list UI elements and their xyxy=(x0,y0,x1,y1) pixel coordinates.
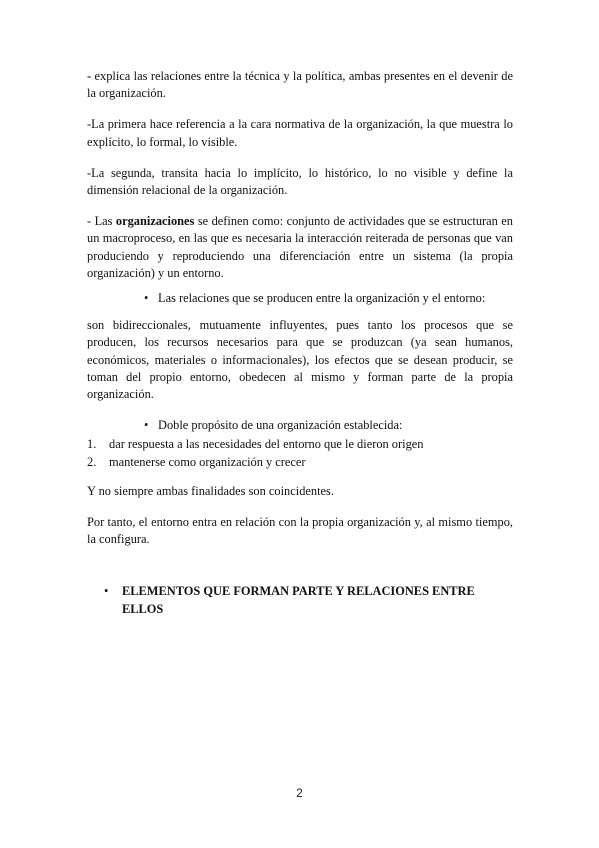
list-item xyxy=(87,454,513,471)
bullet-relations xyxy=(87,290,513,307)
bullet-icon: • xyxy=(144,291,149,306)
numbered-list xyxy=(87,436,513,470)
paragraph-technique-politics xyxy=(87,68,513,102)
paragraph-organizations-definition xyxy=(87,213,513,282)
paragraph-not-coincident: Y no siempre ambas finalidades son coincidentes. xyxy=(87,483,334,498)
paragraph-text: se definen como: conjunto de actividades que se estructuran en un macroproceso, en las que es necesaria la interacción reiterada de personas que van produciendo y reproduciendo una diferenciación entre un sistema (la propia organización) y un entorno. xyxy=(87,214,513,280)
paragraph-bidirectional: son bidireccionales, mutuamente influyentes, pues tanto los procesos que se producen, los recursos necesarios para que se produzcan (ya sean humanos, económicos, materiales o informacionales), los efectos que se desean producir, se toman del propio entorno, obedecen al mismo y forman parte de la propia organización. xyxy=(87,318,513,402)
list-number: 2. xyxy=(87,454,97,469)
bullet-icon: • xyxy=(144,418,149,433)
paragraph-second-relational: -La segunda, transita hacia lo implícito, lo histórico, lo no visible y define la dimensión relacional de la organización. xyxy=(87,165,513,198)
paragraph-first-normative: -La primera hace referencia a la cara normativa de la organización, la que muestra lo explícito, lo formal, lo visible. xyxy=(87,117,513,149)
bullet-text: Doble propósito de una organización establecida: xyxy=(158,418,403,433)
leading-dash: - xyxy=(87,69,92,83)
list-text: dar respuesta a las necesidades del entorno que le dieron origen xyxy=(109,437,424,452)
bullet-double-purpose xyxy=(87,417,513,434)
list-item xyxy=(87,436,513,453)
list-number: 1. xyxy=(87,437,97,452)
bullet-text: Las relaciones que se producen entre la organización y el entorno: xyxy=(158,291,486,306)
page-number: 2 xyxy=(296,786,303,800)
paragraph-text: explica las relaciones entre la técnica y la política, ambas presentes en el devenir de la organización. xyxy=(87,69,513,101)
list-text: mantenerse como organización y crecer xyxy=(109,454,306,469)
bold-term-organizaciones: organizaciones xyxy=(115,214,195,229)
paragraph-environment-configures: Por tanto, el entorno entra en relación con la propia organización y, al mismo tiempo, la configura. xyxy=(87,515,513,547)
section-heading xyxy=(87,583,513,617)
paragraph-prefix: - Las xyxy=(87,214,116,229)
page-content xyxy=(87,68,513,618)
bullet-icon: • xyxy=(104,584,109,599)
heading-text: ELEMENTOS QUE FORMAN PARTE Y RELACIONES ENTRE ELLOS xyxy=(122,584,475,616)
